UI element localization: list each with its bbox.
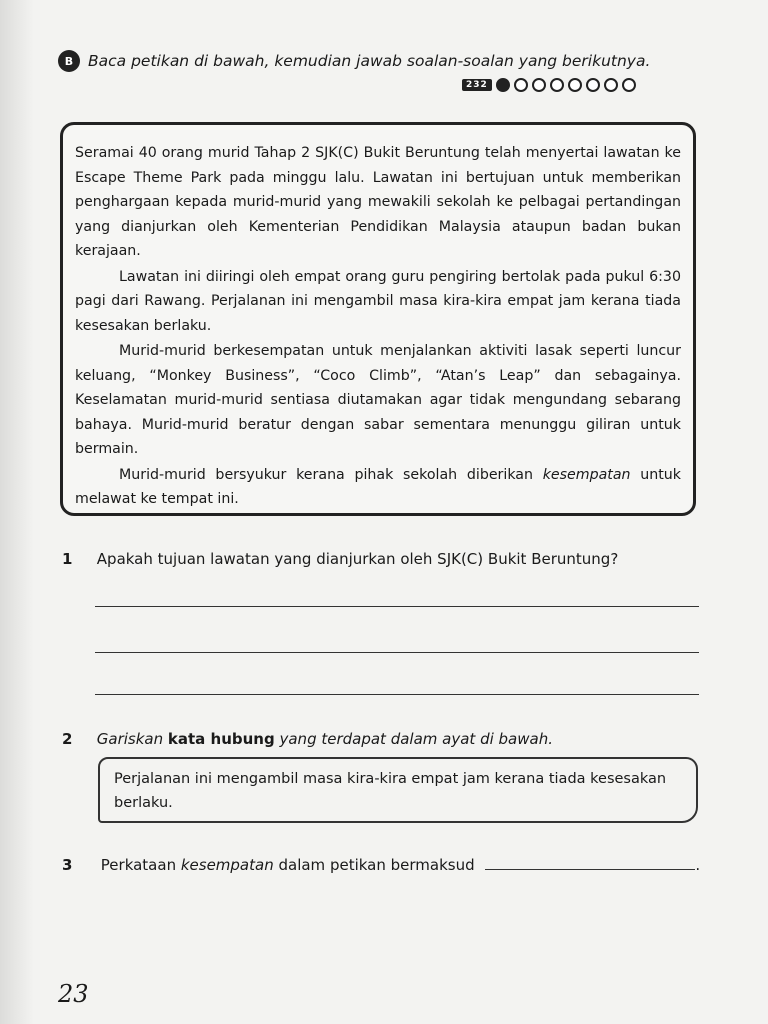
question-2-bold: kata hubung [167, 730, 275, 748]
question-3 [62, 856, 702, 874]
p4-text-after: untuk melawat ke tempat ini. [75, 466, 682, 507]
skill-dot-icon [622, 78, 636, 92]
answer-line-2[interactable] [95, 652, 699, 653]
passage-paragraph-1: Seramai 40 orang murid Tahap 2 SJK(C) Bukit Beruntung telah menyertai lawatan ke Escape Theme Park pada minggu lalu. Lawatan ini bertujuan untuk memberikan penghargaan kepada murid-murid yang mewakili sekolah ke pelbagai pertandingan yang dianjurkan oleh Kementerian Pendidikan Malaysia ataupun badan bukan kerajaan. [75, 145, 681, 259]
skill-dot-icon [550, 78, 564, 92]
passage-box [60, 122, 696, 516]
question-1 [62, 550, 702, 568]
question-3-answer-line[interactable] [485, 869, 695, 870]
question-1-text: Apakah tujuan lawatan yang dianjurkan oleh SJK(C) Bukit Beruntung? [96, 550, 619, 568]
question-3-emphasis: kesempatan [180, 856, 274, 874]
sentence-box[interactable] [98, 757, 698, 823]
skill-code: 232 [462, 79, 492, 91]
skill-dot-icon [496, 78, 510, 92]
p4-text-before: Murid-murid bersyukur kerana pihak sekolah diberikan [119, 466, 543, 483]
skill-dot-icon [586, 78, 600, 92]
question-3-text-before: Perkataan [100, 856, 181, 874]
question-2 [62, 730, 702, 748]
passage-paragraph-2: Lawatan ini diiringi oleh empat orang guru pengiring bertolak pada pukul 6:30 pagi dari Rawang. Perjalanan ini mengambil masa kira-kira empat jam kerana tiada kesesakan berlaku. [75, 268, 681, 334]
skill-strip [462, 78, 636, 92]
page-binding-edge [0, 0, 34, 1024]
skill-dot-icon [514, 78, 528, 92]
question-3-end-mark: . [695, 856, 701, 874]
skill-dot-icon [604, 78, 618, 92]
question-3-number: 3 [62, 856, 73, 874]
question-1-number: 1 [62, 550, 73, 568]
question-2-text-after: yang terdapat dalam ayat di bawah. [274, 730, 553, 748]
question-3-text-after: dalam petikan bermaksud [273, 856, 475, 874]
answer-line-3[interactable] [95, 694, 699, 695]
skill-dot-icon [532, 78, 546, 92]
instruction-text: Baca petikan di bawah, kemudian jawab soalan-soalan yang berikutnya. [88, 52, 651, 70]
passage-paragraph-4 [75, 463, 681, 512]
passage-paragraph-3: Murid-murid berkesempatan untuk menjalankan aktiviti lasak seperti luncur keluang, “Monkey Business”, “Coco Climb”, “Atan’s Leap” dan sebagainya. Keselamatan murid-murid sentiasa diutamakan agar tidak mengundang sebarang bahaya. Murid-murid beratur dengan sabar sementara menunggu giliran untuk bermain. [75, 343, 681, 457]
sentence-text: Perjalanan ini mengambil masa kira-kira empat jam kerana tiada kesesakan berlaku. [114, 771, 667, 811]
instruction [58, 50, 698, 72]
p4-emphasis: kesempatan [542, 466, 631, 483]
question-2-text-before: Gariskan [96, 730, 168, 748]
section-b-icon: B [58, 50, 80, 72]
page-number: 23 [58, 980, 89, 1008]
skill-dot-icon [568, 78, 582, 92]
answer-line-1[interactable] [95, 606, 699, 607]
question-2-number: 2 [62, 730, 73, 748]
